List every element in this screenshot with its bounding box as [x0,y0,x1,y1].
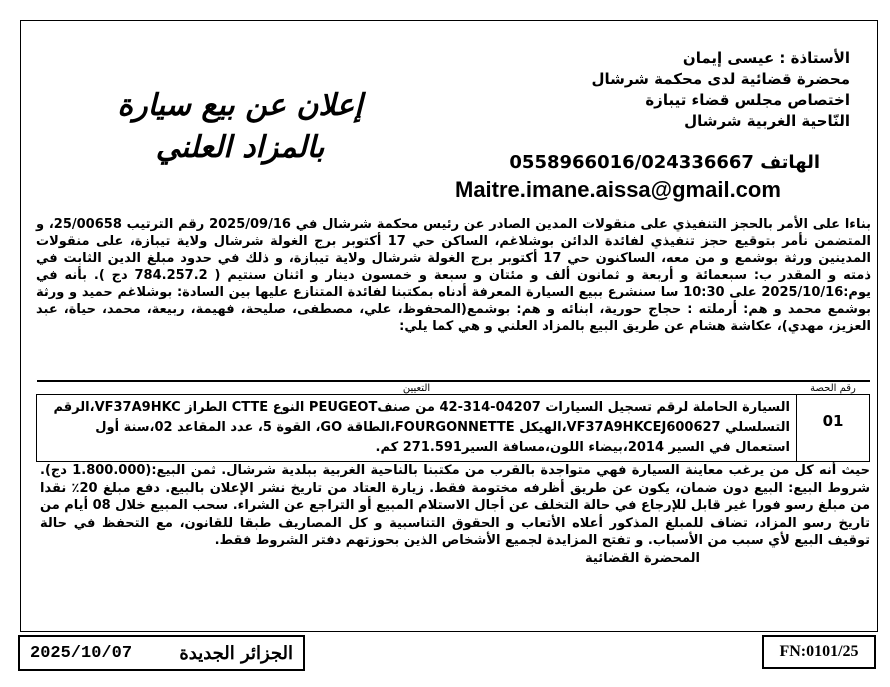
sale-conditions [40,462,870,567]
phone-number: 0558966016/024336667 [509,152,754,173]
file-number: FN:0101/25 [762,635,876,669]
phone-line [509,152,820,173]
publication-date: 2025/10/07 [30,643,133,663]
email-address: Maitre.imane.aissa@gmail.com [455,177,781,202]
phone-label: الهاتف [760,152,820,173]
seizure-order-paragraph: بناءا على الأمر بالحجز التنفيذي على منقولات المدين الصادر عن رئيس محكمة شرشال في 2025/09/16 رقم الترتيب 25/00658، و المتضمن نأمر بتوقيع حجز تنفيذي لفائدة الدائن بوشلاغم، الساكن حي 17 أكتوبر برج الغولة شرشال ولاية تيبازة، على منقولات المدينين ورثة بوشمع و من معه، الساكنون حي 17 أكتوبر برج الغولة شرشال ولاية تيبازة، و ذلك في حدود مبلغ الدين الثابت في ذمته و المقدر ب: سبعمائة و أربعة و ثمانون ألف و مئتان و سبعة و خمسون دينار و اثنان سنتيم ( 784.257.2 دج ). بأنه في يوم:2025/10/16 على 10:30 سا سنشرع ببيع السيارة المعرفة أدناه بمكتبنا لفائدة المتنازع عليها بين السادة: بوشلاغم حميد و ورثة بوشمع محمد و هم: أرملته : حجاج حورية، ابنائه و هم: بوشمع(المحفوظ، علي، مصطفى، صليحة، فهيمة، ربيعة، محمد، حياة، عبد العزيز، مهدي)، عكاشة هشام عن طريق البيع بالمزاد العلني و هي كما يلي: [36,217,872,334]
lot-description: السيارة الحاملة لرقم تسجيل السيارات 04207-314-42 من صنفPEUGEOT النوع CTTE الطراز VF37A9HKC،الرقم التسلسلي VF37A9HKCEJ600627،الهيكل FOURGONNETTE،الطاقة GO، القوة 5، عدد المقاعد 02،سنة أول استعمال في السير 2014،بيضاء اللون،مسافة السير271.591 كم. [37,395,797,462]
table-header-row [37,381,870,395]
office-line: الأستاذة : عيسى إيمان [682,49,850,67]
title-line-1: إعلان عن بيع سيارة [117,88,363,123]
newspaper-footer [18,635,305,671]
lot-table [36,380,870,462]
office-line: اختصاص مجلس قضاء تيبازة [645,91,850,109]
column-header-number: رقم الحصة [797,381,870,395]
newspaper-name: الجزائر الجديدة [179,642,293,664]
office-line: محضرة قضائية لدى محكمة شرشال [591,70,850,88]
table-row [37,395,870,462]
announcement-title [90,85,390,169]
conditions-paragraph: حيث أنه كل من يرغب معاينة السيارة فهي متواجدة بالقرب من مكتبنا بالناحية الغربية ببلدية شرشال. ثمن البيع:(1.800.000 دج). شروط البيع: البيع دون ضمان، يكون عن طريق أظرفه مختومة فقط. زيارة العتاد من تاريخ نشر الإعلان بالبيع. دفع مبلغ 20٪ نقدا من مبلغ رسو فورا غير قابل للإرجاع في حالة التخلف عن أجال الاستلام المبيع أو التراجع عن الشراء. سحب المبيع خلال 08 أيام من تاريخ رسو المزاد، تضاف للمبلغ المذكور أعلاه الأتعاب و الحقوق التناسبية و كل المصاريف طبقا للقانون، مع التحفظ في حالة توقيف البيع لأي سبب من الأسباب. و تفتح المزايدة لجميع الأشخاص الذين بحوزتهم دفتر الشروط فقط. [40,463,871,548]
office-line: النّاحية الغربية شرشال [684,112,850,130]
title-line-2: بالمزاد العلني [155,130,325,165]
column-header-description: التعيين [37,381,797,395]
lot-number: 01 [797,395,870,462]
bailiff-office-block [490,48,850,132]
signature: المحضرة القضائية [585,550,700,566]
